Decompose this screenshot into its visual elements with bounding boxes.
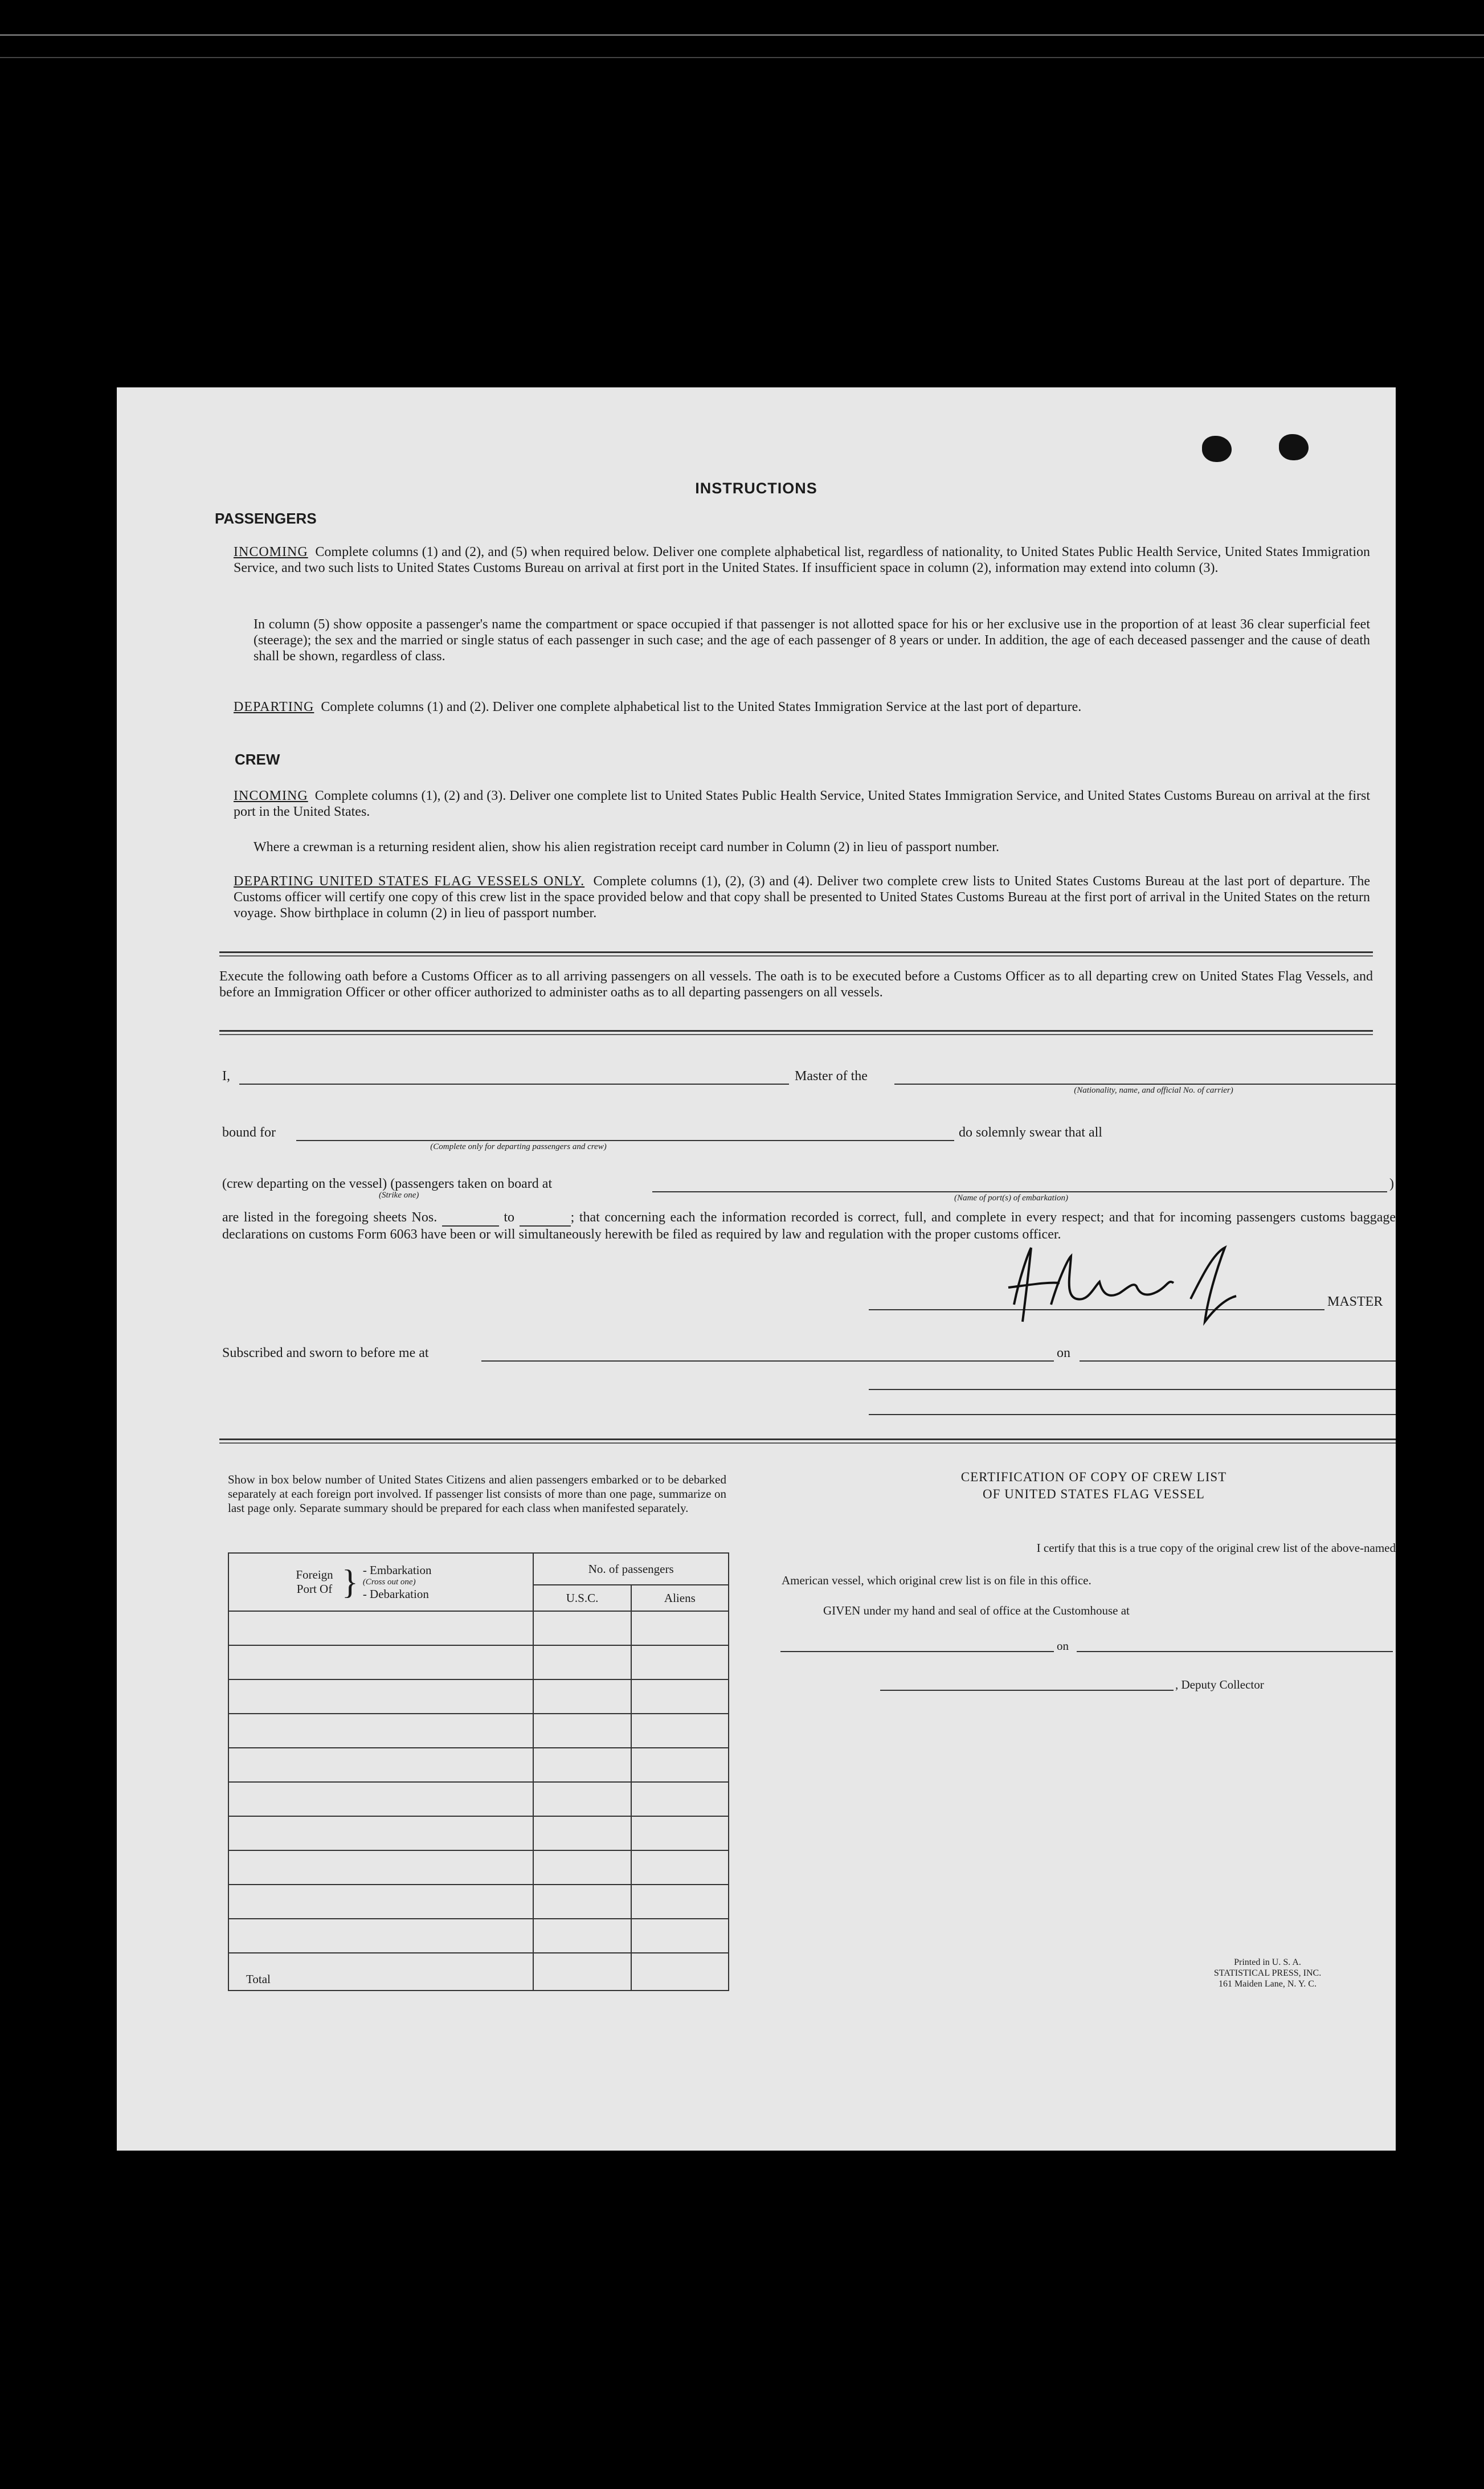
aliens-cell[interactable]: [631, 1782, 729, 1816]
ports-note: (Name of port(s) of embarkation): [954, 1194, 1068, 1203]
complete-only-note: (Complete only for departing passengers and crew): [430, 1142, 607, 1151]
crew-heading: CREW: [235, 751, 280, 768]
oath-listed-text: are listed in the foregoing sheets Nos.: [222, 1210, 438, 1225]
table-row: [228, 1885, 729, 1919]
foreign-port-of-label: Foreign Port Of: [296, 1568, 333, 1596]
oath-to: to: [504, 1210, 515, 1225]
usc-cell[interactable]: [533, 1645, 631, 1679]
oath-swear: do solemnly swear that all: [959, 1125, 1102, 1140]
crew-incoming: [234, 788, 1370, 820]
officer-signature-line[interactable]: [869, 1389, 1396, 1390]
aliens-cell[interactable]: [631, 1850, 729, 1885]
oath-master-of: Master of the: [795, 1069, 868, 1084]
certification-heading-1: CERTIFICATION OF COPY OF CREW LIST: [960, 1470, 1227, 1484]
port-cell[interactable]: [228, 1782, 533, 1816]
scan-border-line: [0, 57, 1484, 58]
certification-line-2: American vessel, which original crew list is on file in this office.: [782, 1573, 1091, 1587]
strike-one-note: (Strike one): [379, 1191, 419, 1200]
scan-border-line: [0, 34, 1484, 36]
aliens-cell[interactable]: [631, 1748, 729, 1782]
master-label: MASTER: [1327, 1294, 1383, 1309]
passengers-departing: [234, 699, 1370, 715]
oath-close-paren: ): [1389, 1176, 1394, 1191]
total-label: Total: [228, 1953, 533, 1991]
debarkation-label: - Debarkation: [362, 1587, 429, 1601]
total-row: [228, 1953, 729, 1991]
printer-line-2: STATISTICAL PRESS, INC.: [1213, 1968, 1322, 1978]
form-page: [117, 387, 1396, 2151]
crew-incoming-lead: INCOMING: [234, 788, 308, 803]
table-row: [228, 1714, 729, 1748]
aliens-cell[interactable]: [631, 1714, 729, 1748]
printer-imprint: [1142, 1957, 1393, 1989]
sheet-from-field[interactable]: [442, 1209, 499, 1227]
passenger-summary-table: [228, 1552, 729, 1991]
table-row: [228, 1679, 729, 1714]
embarkation-label: - Embarkation: [362, 1563, 432, 1577]
table-row: [228, 1782, 729, 1816]
crew-departing-lead: DEPARTING UNITED STATES FLAG VESSELS ONLY.: [234, 874, 585, 889]
port-cell[interactable]: [228, 1885, 533, 1919]
brace-icon: }: [342, 1563, 358, 1601]
subscribed-place-field[interactable]: [481, 1360, 1054, 1362]
crew-incoming-text: Complete columns (1), (2) and (3). Deliver one complete list to United States Public Health Service, United States Immigration Service, and United States Customs Bureau on arrival at the first port in the United States.: [234, 788, 1371, 819]
port-cell[interactable]: [228, 1816, 533, 1850]
aliens-cell[interactable]: [631, 1816, 729, 1850]
table-row: [228, 1850, 729, 1885]
aliens-cell[interactable]: [631, 1645, 729, 1679]
oath-listed-rest: ; that concerning each the information recorded is correct, full, and complete in every respect; and that for incoming passengers customs baggage declarations on customs Form 6063 have been or will simultaneously herewith be filed as required by law and regulation with the proper customs officer.: [222, 1210, 1396, 1242]
usc-header: U.S.C.: [533, 1585, 631, 1611]
sheet-to-field[interactable]: [520, 1209, 571, 1227]
passengers-incoming: [234, 544, 1370, 576]
certification-line-1: I certify that this is a true copy of the original crew list of the above-named: [1036, 1541, 1396, 1555]
usc-cell[interactable]: [533, 1885, 631, 1919]
certification-line-3: GIVEN under my hand and seal of office at the Customhouse at: [823, 1604, 1130, 1617]
port-cell[interactable]: [228, 1919, 533, 1953]
passengers-heading: PASSENGERS: [215, 510, 317, 527]
deputy-collector-label: , Deputy Collector: [1175, 1678, 1264, 1691]
port-cell[interactable]: [228, 1645, 533, 1679]
oath-i-label: I,: [222, 1069, 230, 1084]
oath-intro: Execute the following oath before a Customs Officer as to all arriving passengers on all vessels. The oath is to be executed before a Customs Officer as to all departing crew on United States Flag Vessels, and before an Immigration Officer or other officer authorized to administer oaths as to all departing passengers on all vessels.: [219, 969, 1373, 1000]
aliens-cell[interactable]: [631, 1679, 729, 1714]
section-divider: [219, 951, 1373, 957]
usc-cell[interactable]: [533, 1748, 631, 1782]
officer-title-line[interactable]: [869, 1414, 1396, 1415]
subscribed-date-field[interactable]: [1080, 1360, 1396, 1362]
subscribed-on: on: [1057, 1346, 1070, 1360]
table-row: [228, 1919, 729, 1953]
oath-crew-departing: (crew departing on the vessel) (passengers taken on board at: [222, 1176, 553, 1191]
aliens-cell[interactable]: [631, 1919, 729, 1953]
port-header-cell: [228, 1553, 533, 1611]
table-row: [228, 1816, 729, 1850]
signature-image: [997, 1242, 1282, 1327]
crew-departing-text: Complete columns (1), (2), (3) and (4). Deliver two complete crew lists to United States Customs Bureau at the last port of departure. The Customs officer will certify one copy of this crew list in the space provided below and that copy shall be presented to United States Customs Bureau at the first port of arrival in the United States on the return voyage. Show birthplace in column (2) in lieu of passport number.: [234, 874, 1370, 921]
usc-cell[interactable]: [533, 1714, 631, 1748]
passengers-departing-lead: DEPARTING: [234, 700, 314, 714]
port-cell[interactable]: [228, 1611, 533, 1645]
aliens-header: Aliens: [631, 1585, 729, 1611]
bound-for-field[interactable]: [296, 1140, 954, 1141]
master-name-field[interactable]: [239, 1084, 789, 1085]
passengers-column5: In column (5) show opposite a passenger's name the compartment or space occupied if that passenger is not allotted space for his or her exclusive use in the proportion of at least 36 clear superficial feet (steerage); the sex and the married or single status of each passenger in such case; and the age of each passenger of 8 years or under. In addition, the age of each deceased passenger and the cause of death shall be shown, regardless of class.: [254, 617, 1370, 664]
printer-line-3: 161 Maiden Lane, N. Y. C.: [1219, 1979, 1317, 1989]
aliens-cell[interactable]: [631, 1885, 729, 1919]
usc-cell[interactable]: [533, 1679, 631, 1714]
printer-line-1: Printed in U. S. A.: [1234, 1957, 1301, 1967]
ink-blot: [1279, 434, 1309, 460]
usc-cell[interactable]: [533, 1850, 631, 1885]
crew-departing: [234, 873, 1370, 921]
page-title: INSTRUCTIONS: [695, 480, 817, 497]
subscribed-label: Subscribed and sworn to before me at: [222, 1346, 429, 1360]
certification-date-field[interactable]: [1077, 1651, 1393, 1652]
certification-heading-2: OF UNITED STATES FLAG VESSEL: [983, 1487, 1205, 1501]
summary-instructions: Show in box below number of United States Citizens and alien passengers embarked or to be debarked separately at each foreign port involved. If passenger list consists of more than one page, summarize on last page only. Separate summary should be prepared for each class when manifested separately.: [228, 1473, 726, 1515]
table-row: [228, 1748, 729, 1782]
port-cell[interactable]: [228, 1748, 533, 1782]
usc-cell[interactable]: [533, 1611, 631, 1645]
embarkation-ports-field[interactable]: [652, 1191, 1387, 1192]
section-divider: [219, 1030, 1373, 1035]
total-usc-cell[interactable]: [533, 1953, 631, 1991]
table-row: [228, 1611, 729, 1645]
table-row: [228, 1645, 729, 1679]
aliens-cell[interactable]: [631, 1611, 729, 1645]
section-divider: [219, 1438, 1396, 1444]
deputy-signature-field[interactable]: [880, 1690, 1174, 1691]
oath-listed: [222, 1209, 1396, 1243]
usc-cell[interactable]: [533, 1919, 631, 1953]
usc-cell[interactable]: [533, 1782, 631, 1816]
cross-out-note: (Cross out one): [362, 1577, 416, 1587]
crew-resident: Where a crewman is a returning resident alien, show his alien registration receipt card number in Column (2) in lieu of passport number.: [254, 840, 999, 855]
nationality-note: (Nationality, name, and official No. of carrier): [1074, 1086, 1233, 1095]
certification-on: on: [1057, 1639, 1069, 1653]
total-aliens-cell[interactable]: [631, 1953, 729, 1991]
no-of-passengers-header: No. of passengers: [533, 1553, 729, 1585]
passengers-incoming-lead: INCOMING: [234, 545, 308, 559]
port-cell[interactable]: [228, 1714, 533, 1748]
certification-heading: [823, 1469, 1364, 1503]
passengers-incoming-text: Complete columns (1) and (2), and (5) when required below. Deliver one complete alphabetical list, regardless of nationality, to United States Public Health Service, United States Immigration Service, and two such lists to United States Customs Bureau on arrival at first port in the United States. If insufficient space in column (2), information may extend into column (3).: [234, 545, 1371, 575]
port-cell[interactable]: [228, 1679, 533, 1714]
customhouse-field[interactable]: [780, 1651, 1054, 1652]
passengers-departing-text: Complete columns (1) and (2). Deliver one complete alphabetical list to the United States Immigration Service at the last port of departure.: [321, 700, 1082, 714]
ink-blot: [1202, 436, 1232, 462]
port-cell[interactable]: [228, 1850, 533, 1885]
usc-cell[interactable]: [533, 1816, 631, 1850]
oath-bound-for: bound for: [222, 1125, 276, 1140]
carrier-field[interactable]: [894, 1084, 1396, 1085]
